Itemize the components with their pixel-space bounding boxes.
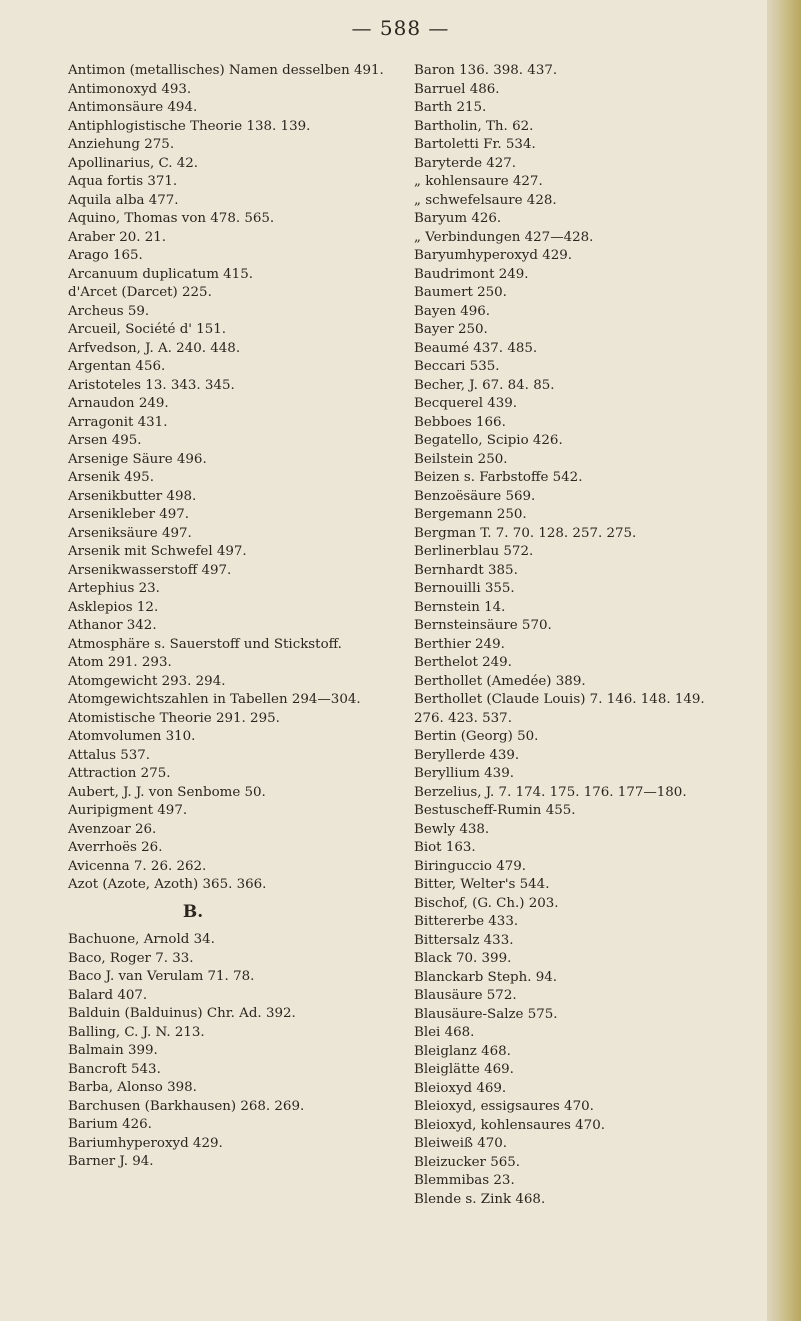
- index-entry: Beryllerde 439.: [414, 747, 520, 763]
- index-entry: Aqua fortis 371.: [68, 174, 178, 189]
- index-entry: Berzelius, J. 7. 174. 175. 176. 177—180.: [414, 784, 687, 800]
- page-edge: [767, 0, 801, 1321]
- index-entry: Arsenige Säure 496.: [68, 451, 207, 467]
- index-entry: Baryterde 427.: [414, 155, 517, 171]
- index-entry: Bleizucker 565.: [414, 1154, 521, 1170]
- index-entry: Arfvedson, J. A. 240. 448.: [68, 340, 241, 356]
- index-entry: Blausäure 572.: [414, 988, 517, 1003]
- index-entry: Atomgewicht 293. 294.: [68, 673, 226, 689]
- index-entry: Baumert 250.: [414, 285, 507, 300]
- index-entry: Becquerel 439.: [414, 396, 518, 411]
- index-entry: Asklepios 12.: [68, 599, 159, 615]
- index-entry: Black 70. 399.: [414, 951, 512, 966]
- index-entry: „ Verbindungen 427—428.: [414, 229, 594, 245]
- index-entry: Atomgewichtszahlen in Tabellen 294—304.: [68, 692, 361, 707]
- index-entry: Attraction 275.: [68, 766, 171, 781]
- index-entry: Benzoësäure 569.: [414, 488, 536, 504]
- index-entry: Arsenikwasserstoff 497.: [68, 562, 232, 578]
- index-entry: Bleioxyd 469.: [414, 1080, 507, 1096]
- index-entry: Antimonoxyd 493.: [68, 81, 192, 97]
- index-entry: Arago 165.: [68, 248, 143, 263]
- index-entry: Bachuone, Arnold 34.: [68, 932, 215, 947]
- index-entry: Barchusen (Barkhausen) 268. 269.: [68, 1098, 305, 1114]
- index-entry: Bernstein 14.: [414, 599, 506, 615]
- index-entry: Berthelot 249.: [414, 655, 512, 670]
- index-entry: Bayer 250.: [414, 322, 488, 337]
- index-entry: Baudrimont 249.: [414, 266, 529, 282]
- page-header: — 588 —: [351, 16, 450, 40]
- index-entry: Bayen 496.: [414, 303, 491, 319]
- index-entry: Beccari 535.: [414, 359, 500, 374]
- index-entry: Araber 20. 21.: [68, 229, 167, 245]
- index-entry: Apollinarius, C. 42.: [68, 155, 199, 171]
- index-entry: Arsenikleber 497.: [68, 507, 190, 522]
- index-entry: Bleioxyd, kohlensaures 470.: [414, 1117, 605, 1133]
- index-entry: Bleiglanz 468.: [414, 1043, 511, 1059]
- index-entry: Archeus 59.: [68, 303, 150, 319]
- index-entry: Beaumé 437. 485.: [414, 340, 538, 356]
- index-entry: Bergman T. 7. 70. 128. 257. 275.: [414, 525, 637, 541]
- index-entry: Barium 426.: [68, 1117, 152, 1132]
- index-entry: Balling, C. J. N. 213.: [68, 1024, 205, 1040]
- index-entry: d'Arcet (Darcet) 225.: [68, 285, 212, 300]
- entries-b-list: [68, 931, 408, 1172]
- index-entry: Beizen s. Farbstoffe 542.: [414, 470, 583, 485]
- index-entry: Arcanuum duplicatum 415.: [68, 266, 253, 282]
- letter-heading: B.: [182, 901, 204, 922]
- index-entry: Arcueil, Société d' 151.: [68, 322, 227, 337]
- index-entry: Avenzoar 26.: [68, 821, 157, 837]
- index-entry: Baco, Roger 7. 33.: [68, 950, 194, 966]
- index-entry: Bartoletti Fr. 534.: [414, 137, 536, 152]
- index-entry: „ kohlensaure 427.: [414, 174, 543, 189]
- index-entry: Bertin (Georg) 50.: [414, 729, 539, 744]
- index-entry: Arseniksäure 497.: [68, 525, 192, 541]
- index-entry: Begatello, Scipio 426.: [414, 433, 563, 448]
- index-entry: Biringuccio 479.: [414, 858, 527, 874]
- index-entry: Aubert, J. J. von Senbome 50.: [68, 784, 266, 800]
- index-entry: Blei 468.: [414, 1025, 475, 1040]
- index-entry: Bittersalz 433.: [414, 932, 514, 948]
- index-entry: Bestuscheff-Rumin 455.: [414, 803, 576, 818]
- index-entry: Atomvolumen 310.: [68, 729, 196, 744]
- index-entry: Baco J. van Verulam 71. 78.: [68, 969, 255, 984]
- index-entry: Antimonsäure 494.: [68, 100, 198, 115]
- index-entry: Bittererbe 433.: [414, 914, 519, 929]
- index-entry: Arsenik 495.: [68, 470, 154, 485]
- index-entry: Balard 407.: [68, 987, 148, 1003]
- index-entry: Azot (Azote, Azoth) 365. 366.: [68, 877, 267, 892]
- index-entry: 276. 423. 537.: [414, 710, 512, 726]
- index-entry: Baron 136. 398. 437.: [414, 63, 558, 78]
- index-entry: Artephius 23.: [68, 581, 160, 596]
- index-entry: Biot 163.: [414, 840, 476, 855]
- index-entry: Arnaudon 249.: [68, 396, 169, 411]
- index-entry: Bitter, Welter's 544.: [414, 877, 550, 892]
- index-entry: Berlinerblau 572.: [414, 544, 534, 559]
- index-entry: Bernouilli 355.: [414, 581, 515, 596]
- index-entry: Arsenikbutter 498.: [68, 488, 197, 504]
- index-entry: Attalus 537.: [68, 747, 151, 763]
- index-entry: Aquino, Thomas von 478. 565.: [68, 211, 275, 226]
- index-entry: Bewly 438.: [414, 821, 490, 837]
- index-entry: Berthollet (Amedée) 389.: [414, 673, 586, 689]
- index-entry: Barruel 486.: [414, 81, 500, 97]
- index-entry: Barba, Alonso 398.: [68, 1080, 197, 1095]
- index-entry: Bariumhyperoxyd 429.: [68, 1135, 223, 1151]
- index-entry: Baryum 426.: [414, 211, 502, 226]
- index-entry: Arsenik mit Schwefel 497.: [68, 544, 247, 559]
- index-entry: Arsen 495.: [68, 433, 142, 448]
- index-entry: Argentan 456.: [68, 359, 166, 374]
- index-entry: Blausäure-Salze 575.: [414, 1006, 558, 1022]
- index-entry: Arragonit 431.: [68, 414, 168, 430]
- index-entry: Bebboes 166.: [414, 414, 506, 430]
- index-entry: Bleiweiß 470.: [414, 1136, 508, 1151]
- index-entry: Blemmibas 23.: [414, 1173, 515, 1188]
- index-entry: „ schwefelsaure 428.: [414, 192, 557, 208]
- index-entry: Atom 291. 293.: [68, 655, 172, 670]
- index-entry: Averrhoës 26.: [68, 840, 163, 855]
- index-entry: Blanckarb Steph. 94.: [414, 969, 558, 985]
- index-entry: Atmosphäre s. Sauerstoff und Stickstoff.: [68, 636, 342, 652]
- index-entry: Anziehung 275.: [68, 137, 175, 152]
- index-entry: Bartholin, Th. 62.: [414, 118, 534, 134]
- index-entry: Baryumhyperoxyd 429.: [414, 248, 573, 263]
- entries-a-list: [68, 62, 408, 895]
- index-entry: Bleiglätte 469.: [414, 1062, 514, 1077]
- index-entry: Becher, J. 67. 84. 85.: [414, 377, 555, 393]
- index-entry: Antimon (metallisches) Namen desselben 491.: [68, 63, 384, 78]
- index-entry: Barner J. 94.: [68, 1154, 154, 1169]
- index-entry: Antiphlogistische Theorie 138. 139.: [68, 118, 311, 134]
- index-entry: Balduin (Balduinus) Chr. Ad. 392.: [68, 1006, 296, 1021]
- index-entry: Barth 215.: [414, 100, 487, 115]
- index-entry: Berthollet (Claude Louis) 7. 146. 148. 149.: [414, 692, 705, 707]
- index-entry: Berthier 249.: [414, 636, 505, 652]
- index-entry: Aristoteles 13. 343. 345.: [68, 377, 235, 393]
- index-entry: Athanor 342.: [68, 618, 157, 633]
- entries-right-list: [414, 62, 760, 1209]
- index-entry: Bergemann 250.: [414, 507, 527, 522]
- index-column-right: [414, 62, 760, 1209]
- index-entry: Bernsteinsäure 570.: [414, 618, 552, 633]
- index-entry: Bernhardt 385.: [414, 562, 518, 578]
- index-entry: Atomistische Theorie 291. 295.: [68, 710, 280, 726]
- index-entry: Balmain 399.: [68, 1043, 158, 1058]
- index-entry: Bischof, (G. Ch.) 203.: [414, 895, 559, 911]
- index-entry: Auripigment 497.: [68, 803, 188, 818]
- index-entry: Bleioxyd, essigsaures 470.: [414, 1099, 594, 1114]
- index-entry: Beilstein 250.: [414, 451, 508, 467]
- index-entry: Avicenna 7. 26. 262.: [68, 858, 207, 874]
- index-column-left: [68, 62, 408, 1172]
- index-entry: Blende s. Zink 468.: [414, 1191, 546, 1207]
- index-entry: Aquila alba 477.: [68, 192, 179, 208]
- index-entry: Bancroft 543.: [68, 1061, 161, 1077]
- index-entry: Beryllium 439.: [414, 766, 514, 781]
